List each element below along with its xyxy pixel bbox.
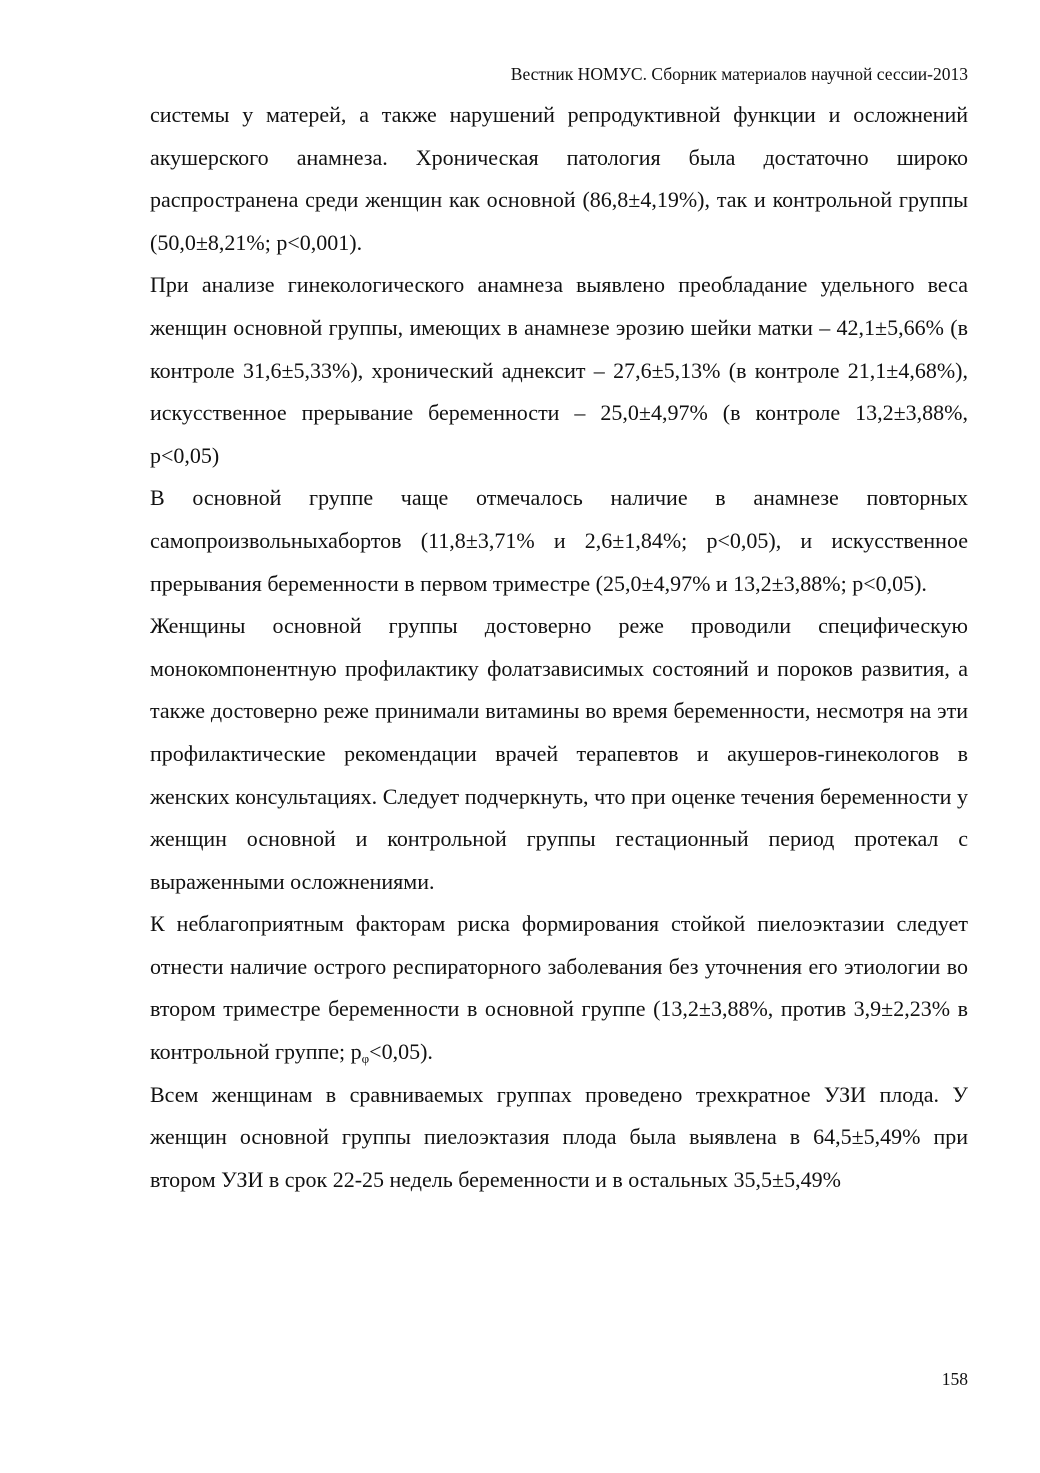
paragraph: При анализе гинекологического анамнеза выявлено преобладание удельного веса женщин основной группы, имеющих в анамнезе эрозию шейки матки – 42,1±5,66% (в контроле 31,6±5,33%), хронический аднексит – 27,6±5,13% (в контроле 21,1±4,68%), искусственное прерывание беременности – 25,0±4,97% (в контроле 13,2±3,88%, p<0,05) — [150, 272, 968, 468]
paragraph — [150, 903, 968, 1073]
paragraph: Женщины основной группы достоверно реже проводили специфическую монокомпонентную профилактику фолатзависимых состояний и пороков развития, а также достоверно реже принимали витамины во время беременности, несмотря на эти профилактические рекомендации врачей терапевтов и акушеров-гинекологов в женских консультациях. Следует подчеркнуть, что при оценке течения беременности у женщин основной и контрольной группы гестационный период протекал с выраженными осложнениями. — [150, 613, 968, 894]
paragraph-text-end: <0,05). — [369, 1039, 433, 1065]
running-header: Вестник НОМУС. Сборник материалов научной сессии-2013 — [510, 64, 968, 84]
page-number: 158 — [941, 1369, 968, 1389]
body-text — [150, 94, 968, 1201]
paragraph-text: К неблагоприятным факторам риска формирования стойкой пиелоэктазии следует отнести наличие острого респираторного заболевания без уточнения его этиологии во втором триместре беременности в основной группе (13,2±3,88%, против 3,9±2,23% в контрольной группе; p — [150, 911, 968, 1065]
p-subscript: φ — [361, 1051, 370, 1067]
paragraph: В основной группе чаще отмечалось наличие в анамнезе повторных самопроизвольныхабортов (11,8±3,71% и 2,6±1,84%; p<0,05), и искусственное прерывания беременности в первом триместре (25,0±4,97% и 13,2±3,88%; p<0,05). — [150, 485, 968, 596]
paragraph: Всем женщинам в сравниваемых группах проведено трехкратное УЗИ плода. У женщин основной группы пиелоэктазия плода была выявлена в 64,5±5,49% при втором УЗИ в срок 22-25 недель беременности и в остальных 35,5±5,49% — [150, 1081, 968, 1192]
paragraph: системы у матерей, а также нарушений репродуктивной функции и осложнений акушерского анамнеза. Хроническая патология была достаточно широко распространена среди женщин как основной (86,8±4,19%), так и контрольной группы (50,0±8,21%; p<0,001). — [150, 102, 968, 255]
